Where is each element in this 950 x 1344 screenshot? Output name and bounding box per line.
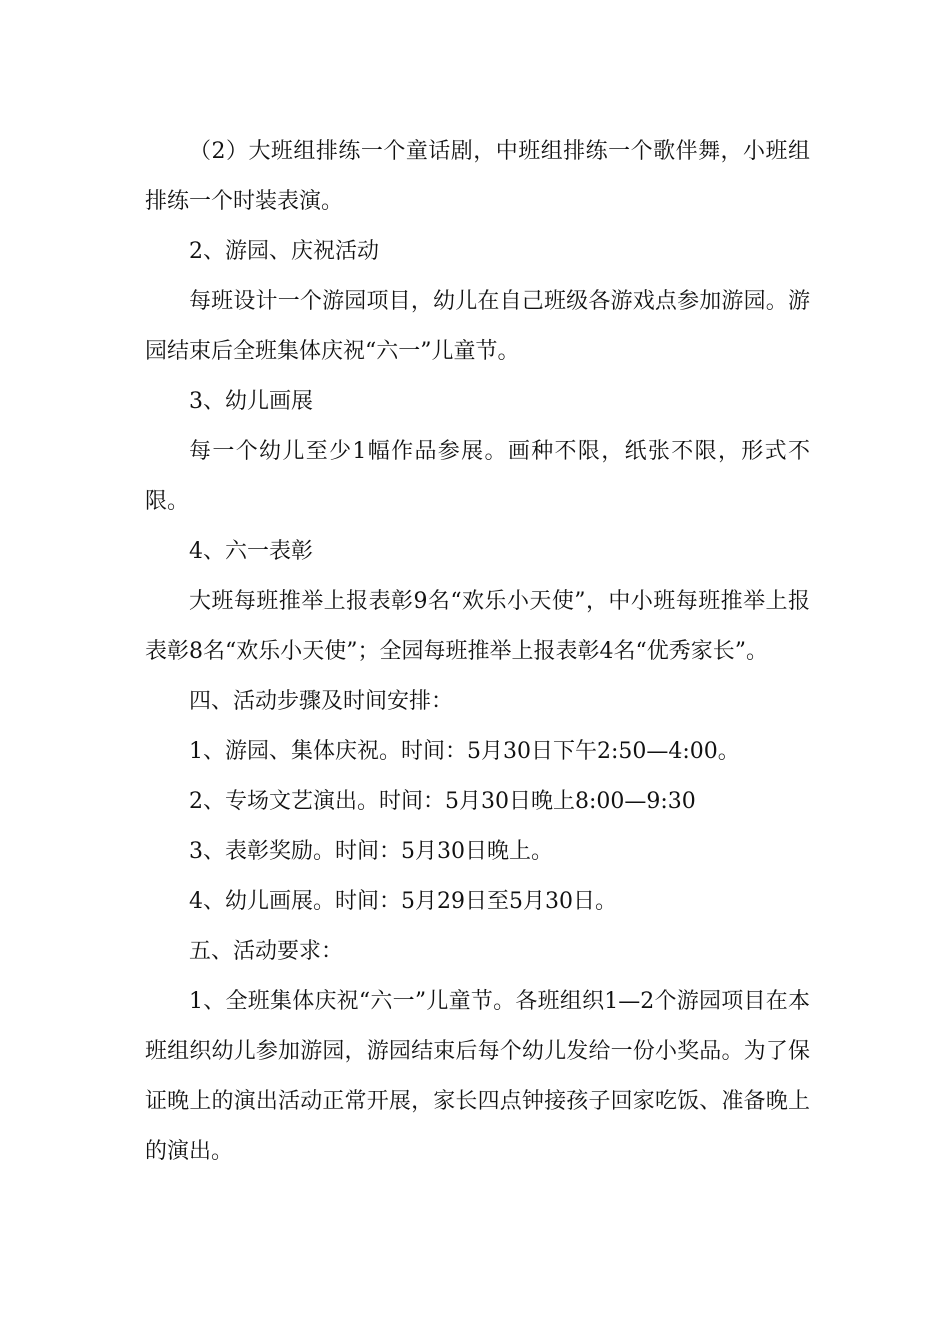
section-heading-schedule: 四、活动步骤及时间安排： [189,689,454,714]
schedule-item-performance: 2、专场文艺演出。时间：5月30日晚上8:00—9:30 [189,789,696,814]
paragraph-program-rehearsal: （2）大班组排练一个童话剧，中班组排练一个歌伴舞，小班组排练一个时装表演。 [145,139,810,214]
paragraph-commendation: 大班每班推举上报表彰9名“欢乐小天使”，中小班每班推举上报表彰8名“欢乐小天使”；全园每班推举上报表彰4名“优秀家长”。 [145,589,810,664]
schedule-item-art-exhibition: 4、幼儿画展。时间：5月29日至5月30日。 [189,889,617,914]
heading-garden-party: 2、游园、庆祝活动 [189,239,379,264]
paragraph-garden-party: 每班设计一个游园项目，幼儿在自己班级各游戏点参加游园。游园结束后全班集体庆祝“六一”儿童节。 [145,289,810,364]
document-body [145,127,810,1177]
section-heading-requirements: 五、活动要求： [189,939,344,964]
heading-commendation: 4、六一表彰 [189,539,313,564]
schedule-item-awards: 3、表彰奖励。时间：5月30日晚上。 [189,839,553,864]
schedule-item-garden-party: 1、游园、集体庆祝。时间：5月30日下午2:50—4:00。 [189,739,740,764]
heading-art-exhibition: 3、幼儿画展 [189,389,313,414]
paragraph-art-exhibition: 每一个幼儿至少1幅作品参展。画种不限，纸张不限，形式不限。 [145,439,810,514]
requirement-item-celebration: 1、全班集体庆祝“六一”儿童节。各班组织1—2个游园项目在本班组织幼儿参加游园，游园结束后每个幼儿发给一份小奖品。为了保证晚上的演出活动正常开展，家长四点钟接孩子回家吃饭、准备晚上的演出。 [145,989,810,1164]
